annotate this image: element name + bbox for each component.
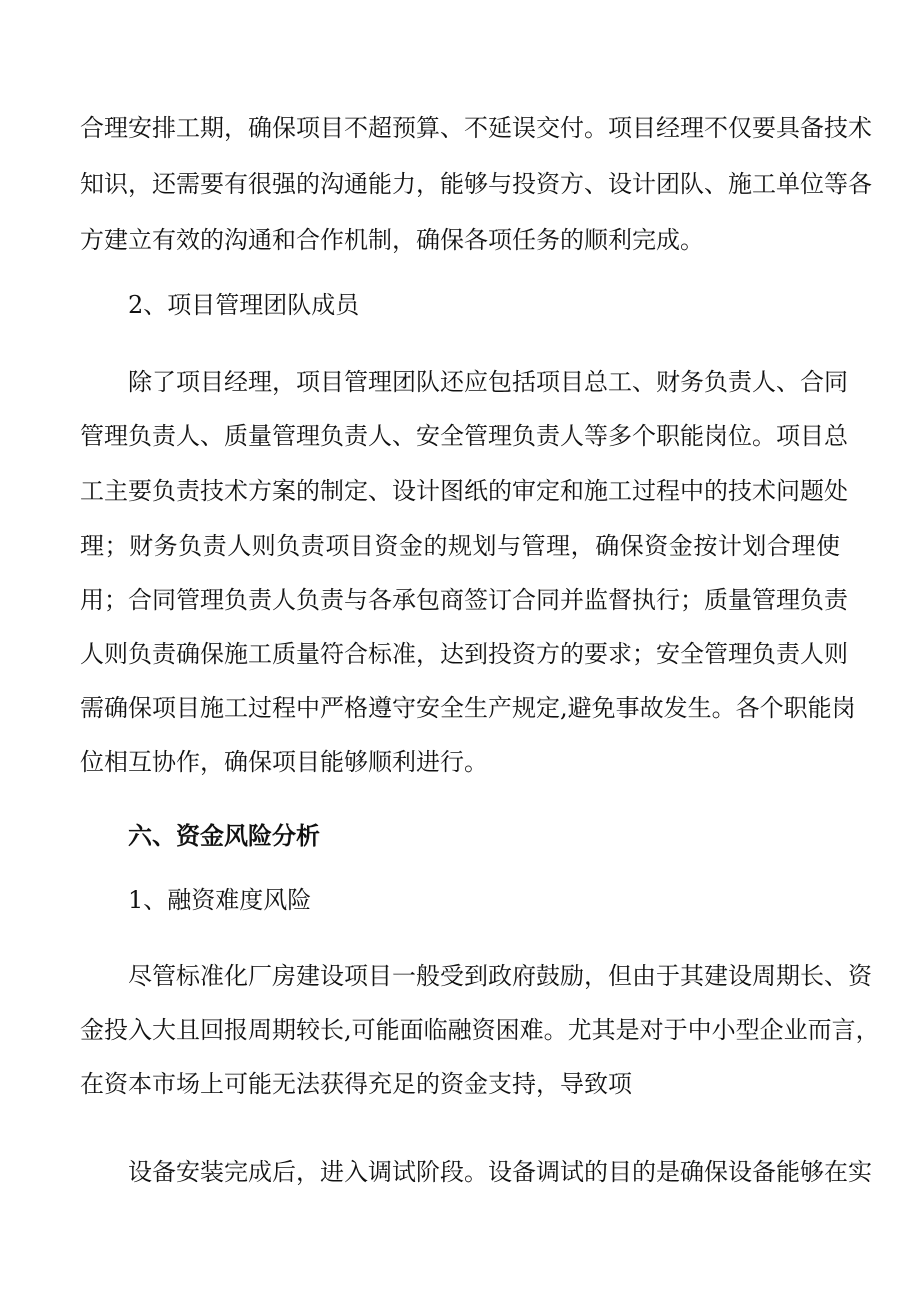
paragraph-line: 人则负责确保施工质量符合标准，达到投资方的要求；安全管理负责人则 xyxy=(80,640,848,668)
section-heading: 2、项目管理团队成员 xyxy=(128,291,360,319)
paragraph-line: 合理安排工期，确保项目不超预算、不延误交付。项目经理不仅要具备技术 xyxy=(80,114,872,142)
paragraph-line: 在资本市场上可能无法获得充足的资金支持，导致项 xyxy=(80,1070,632,1098)
paragraph-line: 用；合同管理负责人负责与各承包商签订合同并监督执行；质量管理负责 xyxy=(80,586,848,614)
paragraph-line: 尽管标准化厂房建设项目一般受到政府鼓励，但由于其建设周期长、资 xyxy=(128,962,872,990)
paragraph-line: 设备安装完成后，进入调试阶段。设备调试的目的是确保设备能够在实 xyxy=(128,1158,872,1186)
paragraph-line: 管理负责人、质量管理负责人、安全管理负责人等多个职能岗位。项目总 xyxy=(80,422,848,450)
paragraph-line: 工主要负责技术方案的制定、设计图纸的审定和施工过程中的技术问题处 xyxy=(80,477,848,505)
paragraph-line: 理；财务负责人则负责项目资金的规划与管理，确保资金按计划合理使 xyxy=(80,532,840,560)
paragraph-line: 除了项目经理，项目管理团队还应包括项目总工、财务负责人、合同 xyxy=(128,368,848,396)
chapter-heading: 六、资金风险分析 xyxy=(128,821,320,850)
paragraph-line: 金投入大且回报周期较长,可能面临融资困难。尤其是对于中小型企业而言， xyxy=(80,1016,880,1044)
paragraph-line: 位相互协作，确保项目能够顺利进行。 xyxy=(80,748,488,776)
paragraph-line: 需确保项目施工过程中严格遵守安全生产规定,避免事故发生。各个职能岗 xyxy=(80,694,856,722)
section-heading: 1、融资难度风险 xyxy=(128,886,312,914)
paragraph-line: 知识，还需要有很强的沟通能力，能够与投资方、设计团队、施工单位等各 xyxy=(80,170,872,198)
paragraph-line: 方建立有效的沟通和合作机制，确保各项任务的顺利完成。 xyxy=(80,226,704,254)
